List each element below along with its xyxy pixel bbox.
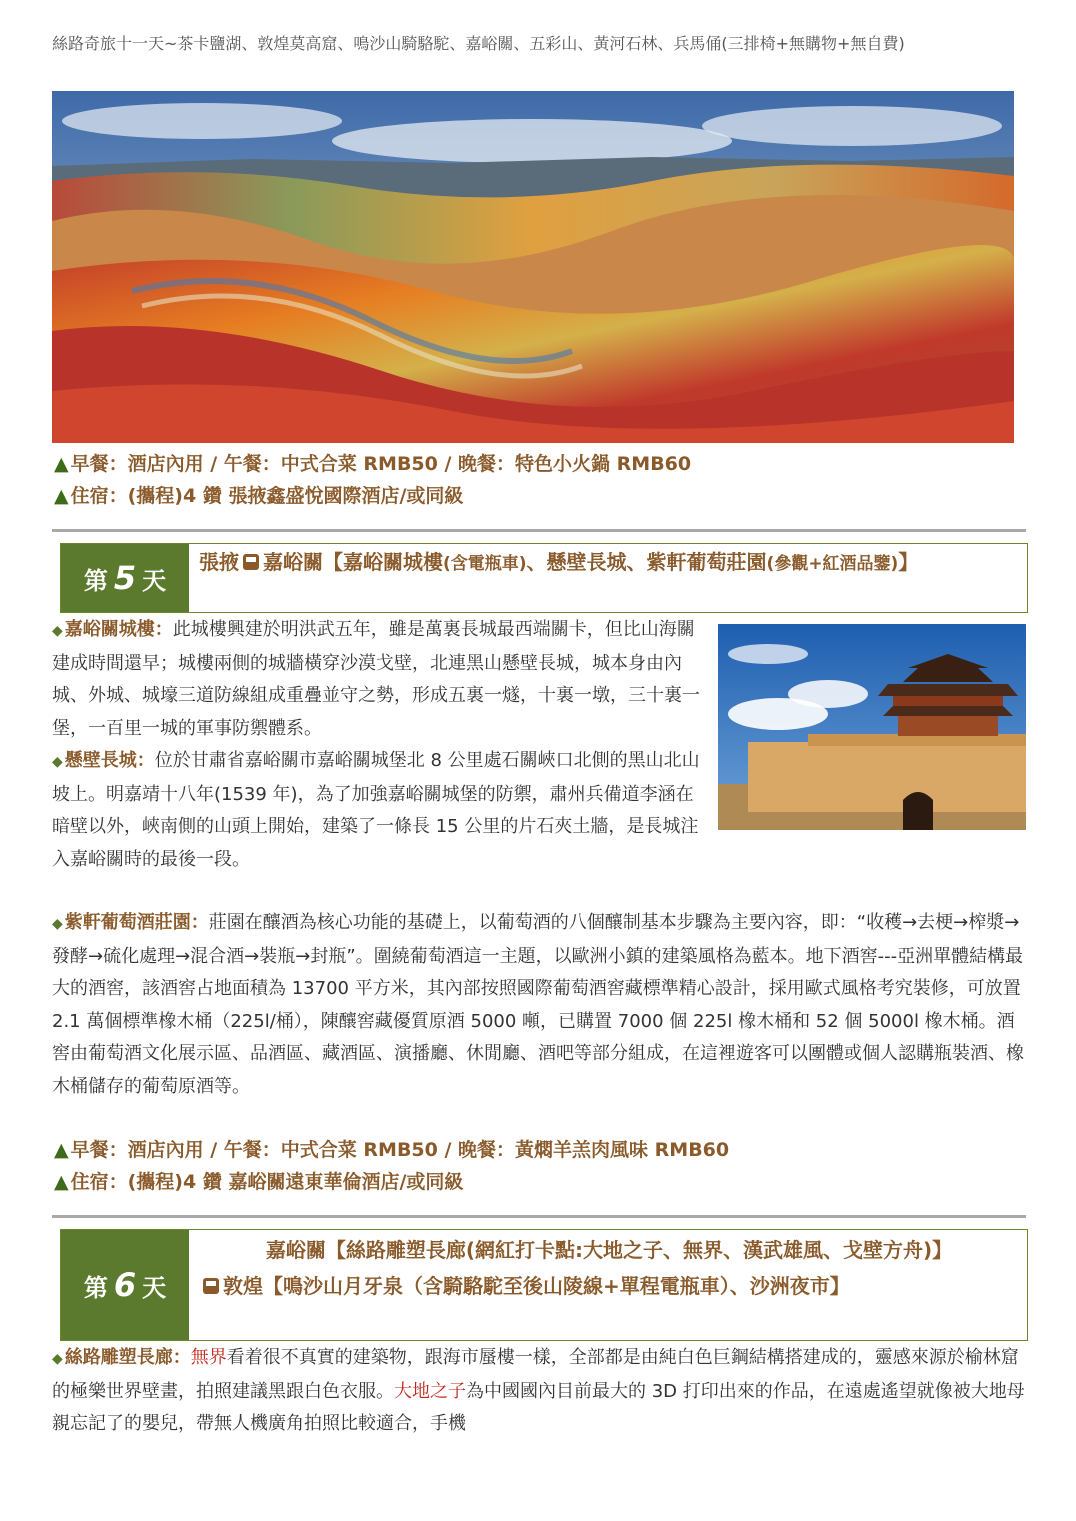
diamond-bullet-icon: ◆	[52, 916, 63, 932]
bus-icon	[243, 554, 259, 570]
page-header-title: 絲路奇旅十一天~茶卡鹽湖、敦煌莫高窟、鳴沙山騎駱駝、嘉峪關、五彩山、黃河石林、兵馬俑(三排椅+無購物+無自費)	[52, 34, 905, 53]
triangle-icon: ▲	[54, 1139, 69, 1161]
triangle-icon: ▲	[54, 453, 69, 475]
day5-header	[60, 543, 1028, 613]
day5-paragraph-xuanbi-block: ◆ 懸壁長城：位於甘肅省嘉峪關市嘉峪關城堡北 8 公里處石關峽口北側的黑山北山坡上。明嘉靖十八年(1539 年)，為了加強嘉峪關城堡的防禦，肅州兵備道李涵在暗壁以外，峽南側的山頭上開始，建築了一條長 15 公里的片石夾土牆，是長城注入嘉峪關時的最後一段。	[52, 750, 700, 870]
section-divider	[52, 529, 1026, 532]
day5-meals: ▲ 早餐：酒店內用 / 午餐：中式合菜 RMB50 / 晚餐：黃燜羊羔肉風味 RMB60	[54, 1139, 730, 1161]
day6-header	[60, 1229, 1028, 1341]
bus-icon	[203, 1278, 219, 1294]
day4-hotel: ▲ 住宿：(攜程)4 鑽 張掖鑫盛悅國際酒店/或同級	[54, 485, 464, 507]
day5-text-wrap	[52, 614, 1026, 876]
day5-badge: 第 5 天	[61, 544, 189, 612]
rainbow-mountain-photo	[52, 91, 1014, 443]
day5-route: 張掖 嘉峪關【嘉峪關城樓(含電瓶車)、懸壁長城、紫軒葡萄莊園(參觀+紅酒品鑒)】	[199, 550, 919, 574]
day5-hotel: ▲ 住宿：(攜程)4 鑽 嘉峪關遠東華倫酒店/或同級	[54, 1171, 464, 1193]
diamond-bullet-icon: ◆	[52, 754, 63, 770]
day5-paragraph-winery: ◆ 紫軒葡萄酒莊園：莊園在釀酒為核心功能的基礎上，以葡萄酒的八個釀制基本步驟為主要內容，即：“收穫→去梗→榨漿→發酵→硫化處理→混合酒→裝瓶→封瓶”。圍繞葡萄酒這一主題，以歐洲小鎮的建築風格為藍本。地下酒窖---亞洲單體結構最大的酒窖，該酒窖占地面積為 13700 平方米，其內部按照國際葡萄酒窖藏標準精心設計，採用歐式風格考究裝修，可放置 2.1 萬個標準橡木桶（225l/桶），陳釀窖藏優質原酒 5000 噸，已購置 7000 個 225l 橡木桶和 52 個 5000l 橡木桶。酒窖由葡萄酒文化展示區、品酒區、藏酒區、演播廳、休閒廳、酒吧等部分組成，在這裡遊客可以團體或個人認購瓶裝酒、橡木桶儲存的葡萄原酒等。	[52, 912, 1024, 1097]
section-divider	[52, 1215, 1026, 1218]
triangle-icon: ▲	[54, 1171, 69, 1193]
triangle-icon: ▲	[54, 485, 69, 507]
day6-badge: 第 6 天	[61, 1230, 189, 1340]
day6-route: 嘉峪關【絲路雕塑長廊(網紅打卡點:大地之子、無界、漢武雄風、戈壁方舟)】 敦煌【鳴沙山月牙泉（含騎駱駝至後山陵線+單程電瓶車）、沙洲夜市】	[199, 1232, 1019, 1304]
day4-meals: ▲ 早餐：酒店內用 / 午餐：中式合菜 RMB50 / 晚餐：特色小火鍋 RMB60	[54, 453, 692, 475]
day6-paragraph-sculpture: ◆ 絲路雕塑長廊：無界看着很不真實的建築物，跟海市蜃樓一樣，全部都是由純白色巨鋼結構搭建成的，靈感來源於榆林窟的極樂世界壁畫，拍照建議黑跟白色衣服。大地之子為中國國內目前最大的 3D 打印出來的作品，在遠處遙望就像被大地母親忘記了的嬰兒，帶無人機廣角拍照比較適合，手機	[52, 1347, 1025, 1434]
day5-paragraph-jiayuguan-block: ◆ 嘉峪關城樓：此城樓興建於明洪武五年，雖是萬裏長城最西端關卡，但比山海關建成時間還早；城樓兩側的城牆橫穿沙漠戈壁，北連黑山懸壁長城，城本身由內城、外城、城壕三道防線組成重疊並守之勢，形成五裏一燧，十裏一墩，三十裏一堡，一百里一城的軍事防禦體系。	[52, 619, 700, 739]
photo-spacer	[706, 614, 1026, 826]
diamond-bullet-icon: ◆	[52, 623, 63, 639]
diamond-bullet-icon: ◆	[52, 1351, 63, 1367]
